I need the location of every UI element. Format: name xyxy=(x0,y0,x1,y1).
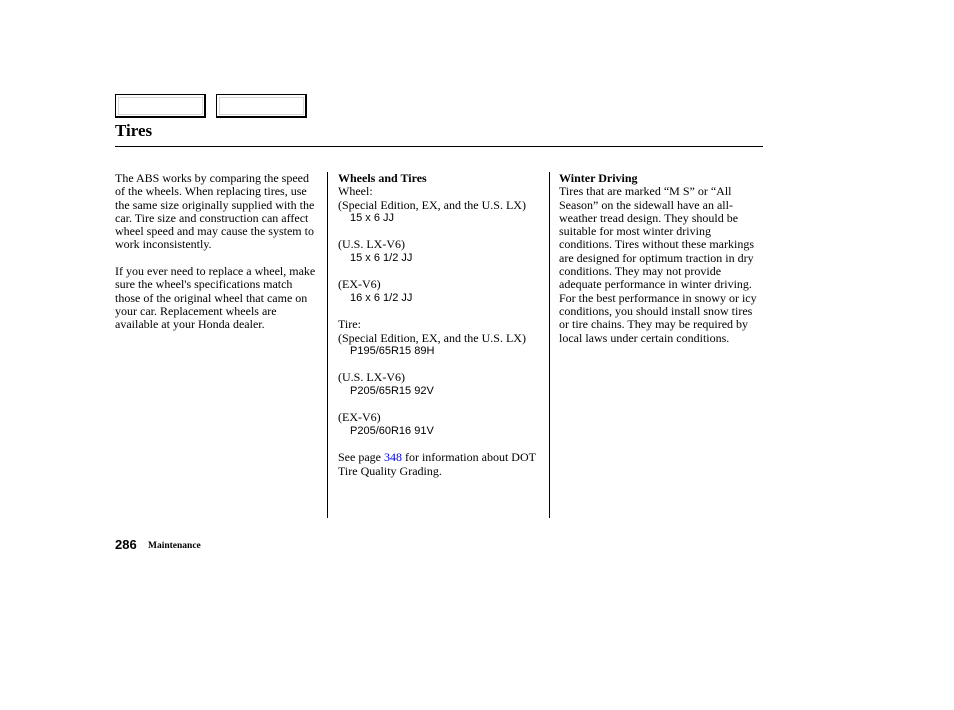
wheel-spec-size: 15 x 6 1/2 JJ xyxy=(350,251,413,264)
tire-spec-model: (Special Edition, EX, and the U.S. LX) xyxy=(338,330,526,345)
left-column xyxy=(115,172,320,332)
section-title: Tires xyxy=(115,121,153,140)
middle-column xyxy=(338,172,538,478)
right-column xyxy=(559,172,764,345)
abs-paragraph: The ABS works by comparing the speed of the wheels. When replacing tires, use the same size originally supplied with the car. Tire size and construction can affect wheel speed and may cause the system to work inconsistently. xyxy=(115,171,315,252)
wheel-spec-size: 15 x 6 JJ xyxy=(350,211,395,224)
see-page-note xyxy=(338,451,538,478)
wheel-spec-model: (EX-V6) xyxy=(338,277,381,292)
tire-spec-model: (U.S. LX-V6) xyxy=(338,370,405,385)
wheel-spec-model: (U.S. LX-V6) xyxy=(338,237,405,252)
page-number: 286 xyxy=(115,537,137,552)
tire-spec-size: P205/65R15 92V xyxy=(350,384,434,397)
button-bevel xyxy=(219,97,304,115)
previous-page-button[interactable] xyxy=(115,94,206,118)
title-divider xyxy=(115,146,763,147)
wheels-tires-heading: Wheels and Tires xyxy=(338,171,427,185)
page-348-link[interactable]: 348 xyxy=(383,450,402,465)
wheel-replacement-paragraph: If you ever need to replace a wheel, make sure the wheel's specifications match those of the original wheel that came on your car. Replacement wheels are available at your Honda dealer. xyxy=(115,264,316,332)
button-bevel xyxy=(118,97,203,115)
see-page-prefix: See page xyxy=(338,450,381,465)
column-divider xyxy=(327,172,328,518)
next-page-button[interactable] xyxy=(216,94,307,118)
tire-spec-size: P195/65R15 89H xyxy=(350,344,435,357)
see-page-suffix: for information about DOT Tire Quality Grading. xyxy=(338,450,536,478)
wheel-label: Wheel: xyxy=(338,184,373,199)
wheel-spec-model: (Special Edition, EX, and the U.S. LX) xyxy=(338,197,526,212)
column-divider xyxy=(549,172,550,518)
snow-tires-paragraph: For the best performance in snowy or icy conditions, you should install snow tires or tire chains. They may be required by local laws under certain conditions. xyxy=(559,290,757,345)
all-season-paragraph: Tires that are marked “M S” or “All Season” on the sidewall have an all-weather tread design. They should be suitable for most winter driving conditions. Tires without these markings are designed for optimum traction in dry conditions. They may not provide adequate performance in winter driving. xyxy=(559,184,754,292)
winter-driving-heading: Winter Driving xyxy=(559,171,638,185)
tire-spec-size: P205/60R16 91V xyxy=(350,424,434,437)
tire-label: Tire: xyxy=(338,317,361,332)
chapter-name: Maintenance xyxy=(148,541,201,551)
wheel-spec-size: 16 x 6 1/2 JJ xyxy=(350,291,413,304)
tire-spec-model: (EX-V6) xyxy=(338,410,381,425)
